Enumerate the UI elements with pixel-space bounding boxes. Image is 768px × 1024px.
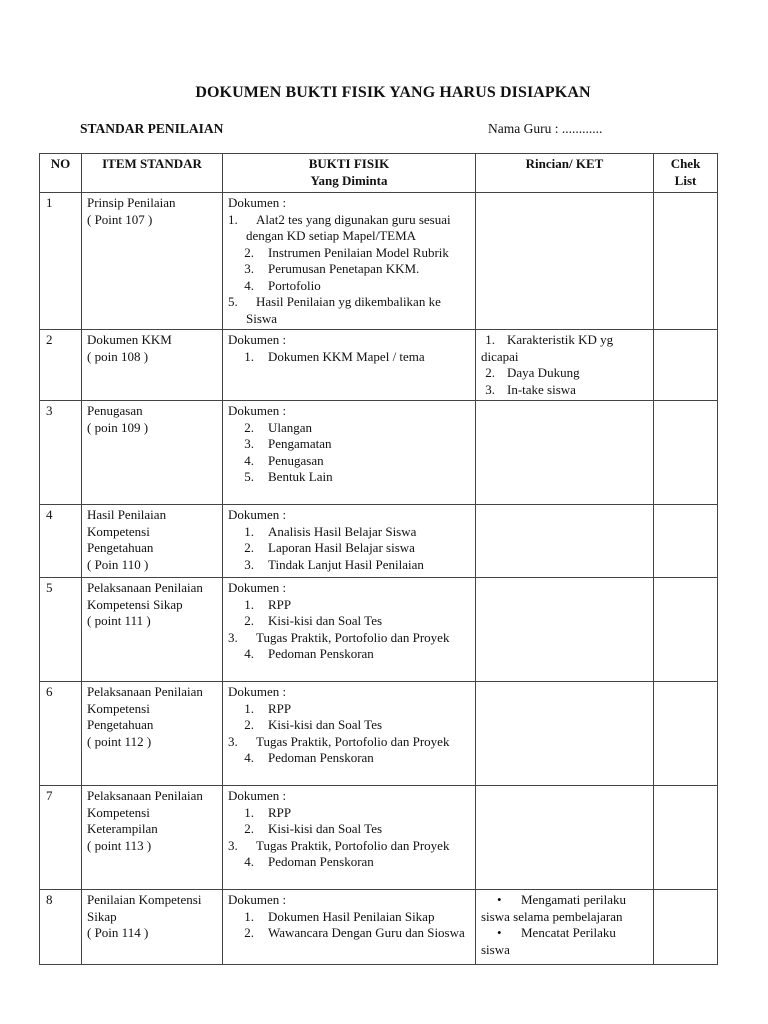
list-number: 2. xyxy=(244,717,254,732)
list-number: 2. xyxy=(244,821,254,836)
document-label: Dokumen : xyxy=(228,403,287,418)
list-text: Daya Dukung xyxy=(507,365,580,380)
list-text: Tindak Lanjut Hasil Penilaian xyxy=(268,556,424,572)
list-text: Pedoman Penskoran xyxy=(268,854,374,869)
header-no: NO xyxy=(40,154,82,193)
list-number: 1. xyxy=(485,332,495,347)
list-number: 2. xyxy=(244,540,254,555)
list-text: Ulangan xyxy=(268,419,313,435)
row-number: 1 xyxy=(40,193,82,330)
table-row xyxy=(40,330,718,401)
header-item: ITEM STANDAR xyxy=(82,154,223,193)
list-item xyxy=(228,701,470,718)
list-item xyxy=(228,524,470,541)
header-check xyxy=(654,154,718,193)
table-row xyxy=(40,505,718,578)
list-text: RPP xyxy=(268,804,292,820)
list-number: 1. xyxy=(244,908,254,924)
bullet-item xyxy=(481,925,648,958)
list-number: 4. xyxy=(244,277,254,293)
list-item xyxy=(228,734,470,751)
list-text: Bentuk Lain xyxy=(268,469,333,484)
document-label: Dokumen : xyxy=(228,580,287,595)
list-number: 3. xyxy=(228,629,238,645)
notes-list xyxy=(481,332,648,398)
evidence-list xyxy=(228,212,470,328)
item-line: Dokumen KKM xyxy=(87,332,172,347)
item-line: Kompetensi xyxy=(87,523,150,539)
list-item xyxy=(228,261,470,278)
list-item xyxy=(228,469,470,486)
list-number: 2. xyxy=(244,613,254,628)
notes-cell xyxy=(476,890,654,965)
list-item xyxy=(481,365,648,382)
item-line: Kompetensi Sikap xyxy=(87,596,183,612)
list-text: Karakteristik KD yg dicapai xyxy=(481,332,614,364)
list-item xyxy=(228,540,470,557)
list-item xyxy=(228,436,470,453)
row-number: 2 xyxy=(40,330,82,401)
list-text: Penugasan xyxy=(268,452,324,468)
list-text: Analisis Hasil Belajar Siswa xyxy=(268,523,417,539)
evidence-cell xyxy=(223,682,476,786)
notes-cell xyxy=(476,786,654,890)
item-standard xyxy=(82,505,223,578)
table-row xyxy=(40,890,718,965)
list-item xyxy=(228,717,470,734)
bullet-item xyxy=(481,892,648,925)
list-number: 1. xyxy=(244,804,254,820)
list-number: 1. xyxy=(244,596,254,612)
list-item xyxy=(228,805,470,822)
item-line: ( poin 108 ) xyxy=(87,348,149,364)
item-line: ( point 111 ) xyxy=(87,613,151,628)
evidence-cell xyxy=(223,330,476,401)
evidence-list xyxy=(228,524,470,574)
header-check-line2: List xyxy=(674,172,697,188)
evidence-cell xyxy=(223,401,476,505)
item-line: Keterampilan xyxy=(87,821,158,836)
list-item xyxy=(228,212,470,245)
item-line: Pelaksanaan Penilaian xyxy=(87,580,203,595)
header-bukti-line1: BUKTI FISIK xyxy=(308,156,390,171)
list-number: 1. xyxy=(244,348,254,364)
list-text: Laporan Hasil Belajar siswa xyxy=(268,540,415,555)
list-item xyxy=(228,453,470,470)
list-item xyxy=(228,278,470,295)
item-line: ( Poin 114 ) xyxy=(87,925,149,940)
evidence-cell xyxy=(223,505,476,578)
table-row xyxy=(40,401,718,505)
item-standard xyxy=(82,401,223,505)
evidence-table xyxy=(39,153,718,965)
evidence-list xyxy=(228,420,470,486)
bullet-icon: • xyxy=(497,925,502,940)
header-rincian: Rincian/ KET xyxy=(476,154,654,193)
item-line: ( point 112 ) xyxy=(87,733,152,749)
checklist-cell xyxy=(654,682,718,786)
checklist-cell xyxy=(654,890,718,965)
evidence-cell xyxy=(223,193,476,330)
item-line: Pelaksanaan Penilaian xyxy=(87,788,203,803)
evidence-list xyxy=(228,909,470,942)
list-text: RPP xyxy=(268,596,292,612)
item-standard xyxy=(82,193,223,330)
evidence-list xyxy=(228,597,470,663)
list-text: In-take siswa xyxy=(507,381,576,397)
item-standard xyxy=(82,682,223,786)
header-bukti-line2: Yang Diminta xyxy=(310,172,388,188)
item-line: Penugasan xyxy=(87,403,143,418)
document-label: Dokumen : xyxy=(228,195,287,210)
list-number: 1. xyxy=(228,211,238,227)
list-item xyxy=(228,349,470,366)
list-item xyxy=(228,909,470,926)
list-item xyxy=(481,332,648,365)
item-line: Penilaian Kompetensi xyxy=(87,892,202,907)
row-number: 4 xyxy=(40,505,82,578)
checklist-cell xyxy=(654,401,718,505)
evidence-cell xyxy=(223,578,476,682)
list-item xyxy=(228,294,470,327)
list-text: Tugas Praktik, Portofolio dan Proyek xyxy=(256,837,450,853)
list-number: 4. xyxy=(244,452,254,468)
checklist-cell xyxy=(654,786,718,890)
list-text: Instrumen Penilaian Model Rubrik xyxy=(268,244,449,260)
list-text: Kisi-kisi dan Soal Tes xyxy=(268,613,383,628)
item-line: ( point 113 ) xyxy=(87,837,152,853)
notes-cell xyxy=(476,401,654,505)
list-item xyxy=(228,750,470,767)
list-item xyxy=(228,925,470,942)
list-number: 3. xyxy=(485,381,495,397)
notes-cell xyxy=(476,682,654,786)
table-row xyxy=(40,786,718,890)
list-item xyxy=(228,838,470,855)
item-standard xyxy=(82,786,223,890)
list-number: 4. xyxy=(244,646,254,661)
bullet-icon: • xyxy=(497,892,502,907)
notes-cell xyxy=(476,505,654,578)
list-text: Hasil Penilaian yg dikembalikan ke Siswa xyxy=(246,294,441,326)
list-number: 5. xyxy=(244,469,254,484)
list-text: Kisi-kisi dan Soal Tes xyxy=(268,821,383,836)
list-number: 2. xyxy=(485,365,495,380)
evidence-cell xyxy=(223,890,476,965)
document-label: Dokumen : xyxy=(228,788,287,803)
list-item xyxy=(228,557,470,574)
list-item xyxy=(228,245,470,262)
list-number: 3. xyxy=(228,733,238,749)
list-item xyxy=(481,382,648,399)
item-standard xyxy=(82,890,223,965)
bullet-text: Mencatat Perilaku siswa xyxy=(481,925,616,957)
document-label: Dokumen : xyxy=(228,684,287,699)
table-header-row xyxy=(40,154,718,193)
table-row xyxy=(40,193,718,330)
list-text: RPP xyxy=(268,700,292,716)
list-item xyxy=(228,646,470,663)
checklist-cell xyxy=(654,578,718,682)
notes-cell xyxy=(476,330,654,401)
bullet-text: Mengamati perilaku siswa selama pembelajaran xyxy=(481,892,627,924)
item-standard xyxy=(82,578,223,682)
checklist-cell xyxy=(654,193,718,330)
list-text: Tugas Praktik, Portofolio dan Proyek xyxy=(256,629,450,645)
row-number: 7 xyxy=(40,786,82,890)
section-label: STANDAR PENILAIAN xyxy=(80,121,224,136)
item-line: Pengetahuan xyxy=(87,540,154,555)
list-text: Alat2 tes yang digunakan guru sesuai dengan KD setiap Mapel/TEMA xyxy=(246,211,451,243)
evidence-cell xyxy=(223,786,476,890)
item-line: ( Point 107 ) xyxy=(87,211,153,227)
list-number: 1. xyxy=(244,700,254,716)
list-item xyxy=(228,420,470,437)
notes-cell xyxy=(476,578,654,682)
header-check-line1: Chek xyxy=(670,156,701,171)
evidence-list xyxy=(228,701,470,767)
list-text: Pengamatan xyxy=(268,436,332,451)
list-item xyxy=(228,630,470,647)
item-standard xyxy=(82,330,223,401)
list-item xyxy=(228,613,470,630)
item-line: Kompetensi xyxy=(87,700,150,716)
list-number: 5. xyxy=(228,294,238,309)
list-number: 2. xyxy=(244,419,254,435)
list-number: 4. xyxy=(244,854,254,869)
list-text: Perumusan Penetapan KKM. xyxy=(268,261,420,276)
item-line: Pelaksanaan Penilaian xyxy=(87,684,203,699)
list-text: Dokumen KKM Mapel / tema xyxy=(268,348,425,364)
table-row xyxy=(40,578,718,682)
row-number: 3 xyxy=(40,401,82,505)
header-bukti xyxy=(223,154,476,193)
item-line: Kompetensi xyxy=(87,804,150,820)
table-row xyxy=(40,682,718,786)
list-number: 4. xyxy=(244,750,254,765)
list-text: Pedoman Penskoran xyxy=(268,750,374,765)
evidence-list xyxy=(228,805,470,871)
list-text: Dokumen Hasil Penilaian Sikap xyxy=(268,908,435,924)
list-text: Pedoman Penskoran xyxy=(268,646,374,661)
row-number: 8 xyxy=(40,890,82,965)
document-label: Dokumen : xyxy=(228,892,287,907)
checklist-cell xyxy=(654,505,718,578)
item-line: Sikap xyxy=(87,908,117,924)
list-item xyxy=(228,597,470,614)
document-label: Dokumen : xyxy=(228,507,287,522)
list-item xyxy=(228,821,470,838)
list-number: 3. xyxy=(244,436,254,451)
list-number: 2. xyxy=(244,244,254,260)
checklist-cell xyxy=(654,330,718,401)
list-number: 2. xyxy=(244,925,254,940)
item-line: ( Poin 110 ) xyxy=(87,556,149,572)
notes-bullets xyxy=(481,892,648,958)
document-label: Dokumen : xyxy=(228,332,287,347)
table-body xyxy=(40,193,718,965)
row-number: 5 xyxy=(40,578,82,682)
item-line: Prinsip Penilaian xyxy=(87,195,176,210)
list-number: 3. xyxy=(244,556,254,572)
notes-cell xyxy=(476,193,654,330)
document-title: DOKUMEN BUKTI FISIK YANG HARUS DISIAPKAN xyxy=(195,84,591,101)
list-text: Tugas Praktik, Portofolio dan Proyek xyxy=(256,733,450,749)
list-number: 1. xyxy=(244,523,254,539)
list-number: 3. xyxy=(228,837,238,853)
list-item xyxy=(228,854,470,871)
item-line: Hasil Penilaian xyxy=(87,507,167,522)
list-text: Portofolio xyxy=(268,277,321,293)
list-number: 3. xyxy=(244,261,254,276)
list-text: Kisi-kisi dan Soal Tes xyxy=(268,717,383,732)
item-line: ( poin 109 ) xyxy=(87,419,149,435)
evidence-list xyxy=(228,349,470,366)
teacher-name-field: Nama Guru : ............ xyxy=(488,121,603,136)
item-line: Pengetahuan xyxy=(87,717,154,732)
row-number: 6 xyxy=(40,682,82,786)
list-text: Wawancara Dengan Guru dan Sioswa xyxy=(268,925,465,940)
